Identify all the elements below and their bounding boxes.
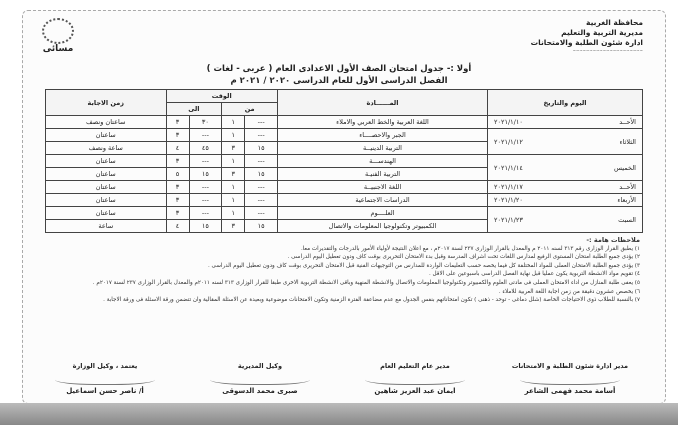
- letterhead: [531, 18, 643, 54]
- to-minutes-cell: ١٥: [189, 168, 222, 181]
- date: ٢٠٢١/١/٢٣: [494, 215, 523, 224]
- logo-text: مسائى: [42, 44, 74, 54]
- duration-cell: ساعتان ونصف: [46, 116, 167, 129]
- from-minutes-cell: ١٥: [245, 142, 278, 155]
- signature-scribble: [365, 372, 465, 385]
- header-underline: ~~~~~~~~~~~~~~~~~~~~~: [572, 48, 643, 53]
- to-minutes-cell: ٣٠: [189, 116, 222, 129]
- duration-cell: ساعتان: [46, 168, 167, 181]
- header-from: من: [222, 103, 278, 116]
- signatory-title: مدير عام التعليم العام: [380, 362, 450, 370]
- from-minutes-cell: ---: [245, 116, 278, 129]
- subject-cell: الهندســـة: [278, 155, 488, 168]
- logo: [35, 18, 81, 54]
- day: السبت: [618, 215, 636, 224]
- signature-block: [35, 362, 175, 395]
- from-hour-cell: ٣: [222, 142, 245, 155]
- note-item: ٣) يؤدى جميع الطلبة الامتحان العملى للمواد المختلفة كل فيما يخصه حسب التعليمات الواردة للمدارس من التوجيهات الفنية قبل الامتحان التحريرى بوقت كاف ودون تعطيل اليوم الدراسى .: [208, 262, 640, 269]
- subject-cell: العلــــوم: [278, 207, 488, 220]
- to-hour-cell: ٤: [166, 142, 189, 155]
- notes-section: [35, 236, 640, 305]
- from-minutes-cell: ---: [245, 207, 278, 220]
- day-date-cell: [488, 194, 643, 207]
- to-hour-cell: ٣: [166, 207, 189, 220]
- table-row: [46, 194, 643, 207]
- duration-cell: ساعتان: [46, 194, 167, 207]
- note-item: ٢) يؤدى جميع الطلبة امتحان المستوى الرفيع لمدارس اللغات تحت اشراف المدرسة وقبل بدء الامتحان التحريرى بوقت كاف ودون تعطيل اليوم الدراسى .: [287, 254, 640, 261]
- to-minutes-cell: ---: [189, 207, 222, 220]
- directorate: مديرية التربية والتعليم: [561, 28, 643, 37]
- header-to: الى: [166, 103, 222, 116]
- duration-cell: ساعة ونصف: [46, 142, 167, 155]
- from-minutes-cell: ١٥: [245, 168, 278, 181]
- day-date-cell: [488, 129, 643, 155]
- signature-scribble: [210, 372, 310, 385]
- from-minutes-cell: ---: [245, 194, 278, 207]
- to-hour-cell: ٣: [166, 155, 189, 168]
- note-item: ٤) تقويم مواد الانشطة التربوية يكون عمليا قبل نهاية الفصل الدراسى باسبوعين على الاقل .: [428, 271, 640, 278]
- subject-cell: التربية الدينيــة: [278, 142, 488, 155]
- page-title: أولا :- جدول امتحان الصف الأول الاعدادى العام ( عربى - لغات ): [206, 64, 472, 74]
- day-date-cell: [488, 181, 643, 194]
- subject-cell: اللغة العربية والخط العربي والاملاء: [278, 116, 488, 129]
- day: الأربعاء: [617, 196, 636, 204]
- to-hour-cell: ٣: [166, 194, 189, 207]
- signature-scribble: [55, 372, 155, 385]
- date: ٢٠٢١/١/١٧: [494, 183, 523, 191]
- table-row: [46, 155, 643, 168]
- day-date-cell: [488, 207, 643, 233]
- note-item: ٧) بالنسبة للطلاب ذوى الاحتياجات الخاصة (شلل دماغى - توحد - ذهنى ) تكون امتحاناتهم بنفس الجدول مع عدم مضاعفة الفترة الزمنية وتكون الامتحانات موضوعية وبعيدة عن الاسئلة المقالية وان تتضمن ورقة الاسئلة فى ورقة الاجابة .: [103, 297, 640, 304]
- table-row: [46, 116, 643, 129]
- table-row: [46, 207, 643, 220]
- to-minutes-cell: ---: [189, 129, 222, 142]
- subject-cell: التربية الفنيـة: [278, 168, 488, 181]
- note-item: ٦) يخصص عشرون دقيقة من زمن اجابة اللغة العربية للاملاء .: [498, 288, 640, 295]
- from-minutes-cell: ---: [245, 129, 278, 142]
- duration-cell: ساعتان: [46, 129, 167, 142]
- to-minutes-cell: ١٥: [189, 220, 222, 233]
- to-hour-cell: ٣: [166, 116, 189, 129]
- to-minutes-cell: ---: [189, 155, 222, 168]
- signatures: [35, 362, 640, 395]
- signatory-name: صبرى محمد الدسوقى: [222, 387, 298, 395]
- day-date-cell: [488, 116, 643, 129]
- signatory-name: ايمان عبد العزيز شاهين: [374, 387, 456, 395]
- header-duration: زمن الاجابة: [46, 90, 167, 116]
- day-date-cell: [488, 155, 643, 181]
- day: الخميس: [614, 163, 636, 172]
- signatory-name: أ/ ناصر حسن اسماعيل: [66, 387, 144, 395]
- header-subject: المــــــادة: [278, 90, 488, 116]
- signature-block: [190, 362, 330, 395]
- date: ٢٠٢١/١/١٠: [494, 118, 523, 126]
- to-minutes-cell: ---: [189, 181, 222, 194]
- from-hour-cell: ٣: [222, 220, 245, 233]
- note-item: ٥) يعفى طلبة المنازل من اداء الامتحان العملى فى مادتى العلوم والكمبيوتر وتكنولوجيا المعلومات والاتصال والانشطة المنهية وباقى الانشطة التربوية الاخرى طبقا للقرار الوزارى ٣١٣ لسنه ٢٠١١م والمعدل بالقرار الوزارى ٢٣٧ لسنة ٢٠١٧م .: [92, 279, 640, 286]
- signature-block: [345, 362, 485, 395]
- from-minutes-cell: ---: [245, 155, 278, 168]
- signature-scribble: [520, 372, 620, 385]
- department: ادارة شئون الطلبة والامتحانات: [530, 38, 643, 47]
- from-hour-cell: ١: [222, 181, 245, 194]
- signatory-title: مدير ادارة شئون الطلبة و الامتحانات: [511, 362, 629, 370]
- date: ٢٠٢١/١/١٤: [494, 163, 523, 172]
- page-subtitle: الفصل الدراسى الأول للعام الدراسى ٢٠٢٠ / ٢٠٢١ م: [230, 76, 448, 86]
- to-hour-cell: ٤: [166, 220, 189, 233]
- date: ٢٠٢١/١/٢٠: [494, 196, 523, 204]
- from-hour-cell: ١: [222, 129, 245, 142]
- signatory-title: وكيل المديرية: [237, 362, 283, 370]
- to-minutes-cell: ٤٥: [189, 142, 222, 155]
- from-hour-cell: ١: [222, 155, 245, 168]
- from-minutes-cell: ١٥: [245, 220, 278, 233]
- subject-cell: الدراسات الاجتماعية: [278, 194, 488, 207]
- to-hour-cell: ٥: [166, 168, 189, 181]
- from-minutes-cell: ---: [245, 181, 278, 194]
- header-time: الوقت: [166, 90, 278, 103]
- from-hour-cell: ١: [222, 116, 245, 129]
- signatory-name: أسامة محمد فهمى الشاعر: [524, 387, 616, 395]
- table-row: [46, 129, 643, 142]
- subject-cell: الجبر والاحصــــاء: [278, 129, 488, 142]
- day: الأحــد: [619, 118, 636, 126]
- note-item: ١) يطبق القرار الوزارى رقم ٣١٣ لسنه ٢٠١١ م والمعدل بالقرار الوزارى ٢٣٧ لسنة ٢٠١٧م ، مع اعلان النتيجة لأولياء الأمور بالدرجات والتقديرات معا.: [300, 245, 640, 252]
- to-hour-cell: ٣: [166, 181, 189, 194]
- logo-emblem-icon: [42, 18, 74, 44]
- signature-block: [500, 362, 640, 395]
- to-hour-cell: ٣: [166, 129, 189, 142]
- page-shadow: [0, 403, 678, 425]
- header-day-date: اليوم والتاريخ: [488, 90, 643, 116]
- day: الثلاثاء: [619, 137, 636, 146]
- date: ٢٠٢١/١/١٢: [494, 137, 523, 146]
- signatory-title: يعتمد ، وكيل الوزارة: [72, 362, 138, 370]
- notes-title: ملاحظات هامة :-: [586, 236, 640, 244]
- subject-cell: الكمبيوتر وتكنولوجيا المعلومات والاتصال: [278, 220, 488, 233]
- day: الأحــد: [619, 183, 636, 191]
- duration-cell: ساعة: [46, 220, 167, 233]
- exam-schedule-table: [45, 89, 643, 233]
- from-hour-cell: ٣: [222, 168, 245, 181]
- subject-cell: اللغة الاجنبيــة: [278, 181, 488, 194]
- to-minutes-cell: ---: [189, 194, 222, 207]
- governorate: محافظة الغربية: [586, 18, 643, 27]
- duration-cell: ساعتان: [46, 181, 167, 194]
- from-hour-cell: ١: [222, 194, 245, 207]
- duration-cell: ساعتان: [46, 155, 167, 168]
- table-row: [46, 181, 643, 194]
- from-hour-cell: ١: [222, 207, 245, 220]
- duration-cell: ساعتان: [46, 207, 167, 220]
